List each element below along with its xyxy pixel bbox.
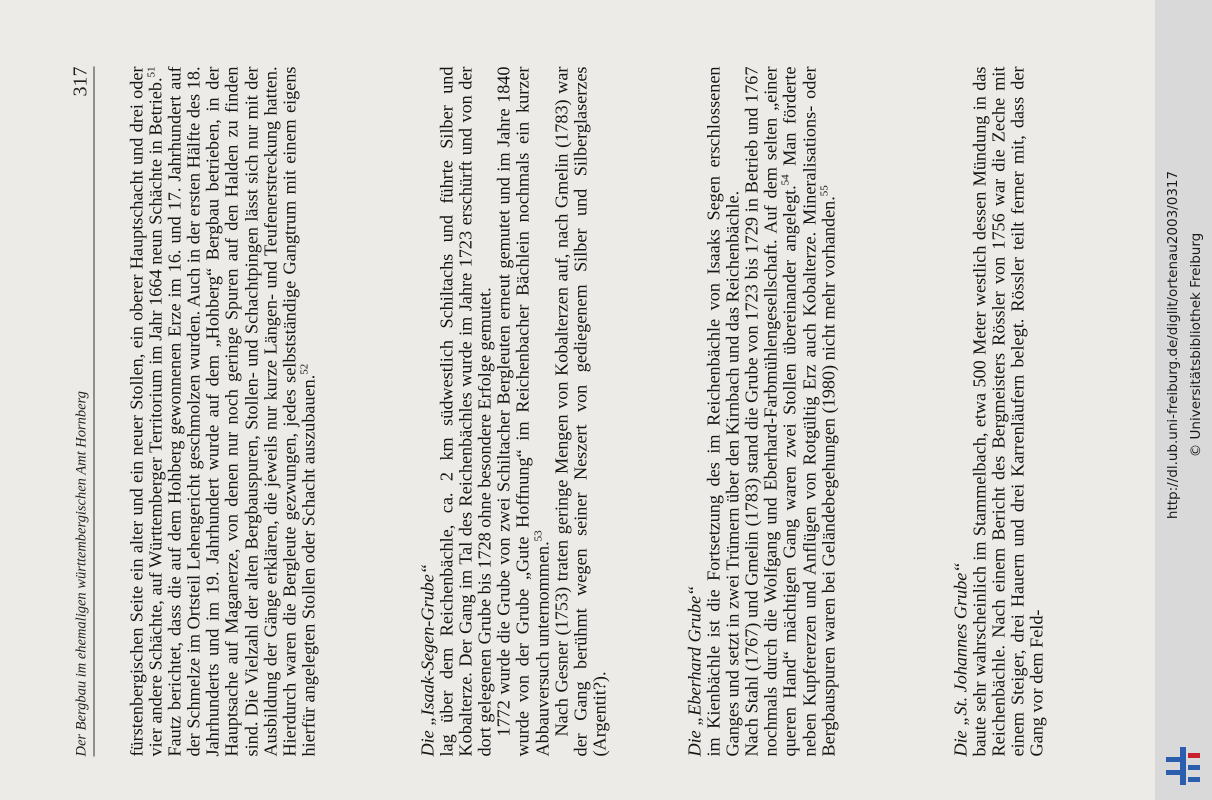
paragraph-text: Fautz berichtet, dass die auf dem Hohberg gewonnenen Erze im 16. und 17. Jahrhundert auf der Schmelze im Ortsteil Lehengericht geschmolzen wurden. Auch in der ersten Hälfte des 18. Jahrhunderts und im 19. Jahrhundert wurde auf dem „Hohberg“ Bergbau betrieben, in der Hauptsache auf Maganerze, von denen nur noch geringe Spuren auf den Halden zu finden sind. Die Vielzahl der alten Bergbauspuren, Stollen- und Schachtpingen lässt sich nur mit der Ausbildung der Gänge erklären, die jeweils nur kurze Längen- und Teufenerstreckung hatten. Hierdurch waren die Bergleute gezwungen, jedes selbstständige Gangtrum mit einem eigens hierfür angelegten Stollen oder Schacht auszubauen. — [164, 66, 319, 757]
library-logo-icon — [1162, 745, 1204, 787]
paragraph-text: fürstenbergischen Seite ein alter und ein neuer Stollen, ein oberer Hauptschacht und drei oder vier andere Schächte, auf Württemberger Territorium im Jahr 1664 neun Schächte in Betrieb. — [126, 66, 166, 757]
paragraph-text: 1772 wurde die Grube von zwei Schiltacher Bergleuten erneut gemutet und im Jahre 1840 wurde von der Grube „Gute Hoffnung“ im Reichenbacher Bächlein nochmals ein kurzer Abbauversuch unternommen. — [493, 66, 553, 757]
running-header — [66, 67, 95, 757]
section-isaak-segen-grube — [419, 67, 610, 757]
paragraph: im Kienbächle ist die Fortsetzung des im Reichenbächle von Isaaks Segen erschlossenen Ganges und setzt in zwei Trümern über den Kirnbach und das Reichenbächle. — [703, 66, 743, 757]
document-url-text[interactable]: http://dl.ub.uni-freiburg.de/diglit/ortenau2003/0317 — [1165, 170, 1181, 520]
footnote-ref-53: 53 — [532, 530, 544, 542]
paragraph: baute sehr wahrscheinlich im Stammelbach, etwa 500 Meter westlich dessen Mündung in das Reichenbächle. Nach einem Bericht des Bergmeisters Rössler von 1756 war die Zeche mit einem Steiger, drei Hauern und drei Karrenläufern belegt. Rössler teilt ferner mit, dass der Gang vor dem Feld- — [969, 66, 1047, 757]
footnote-ref-55: 55 — [818, 185, 831, 197]
section-st-johannes-grube — [952, 67, 1047, 757]
text-block-hohberg — [128, 67, 319, 757]
section-heading: Die „Eberhard Grube“ — [684, 585, 705, 757]
section-heading: Die „Isaak-Segen-Grube“ — [417, 564, 438, 757]
paragraph: Nach Gesner (1753) traten geringe Mengen von Kobalterzen auf, nach Gmelin (1783) war der Gang berühmt wegen seiner Neszert von gediegenem Silber und Silberglaserzes (Argentit?). — [551, 66, 610, 757]
page-number: 317 — [69, 66, 92, 97]
paragraph-text: Man förderte neben Kupfererzen und Anflügen von Rotgültig Erz auch Kobalterze. Mineralisations- oder Bergbauspuren waren bei Geländebegehungen (1980) nicht mehr vorhanden. — [779, 66, 839, 757]
paragraph — [743, 67, 838, 757]
copyright-notice — [1185, 10, 1207, 680]
paragraph — [495, 67, 552, 757]
section-heading: Die „St. Johannes Grube“ — [950, 562, 971, 757]
paragraph — [128, 67, 319, 757]
footnote-ref-52: 52 — [298, 363, 311, 375]
copyright-text: © Universitätsbibliothek Freiburg — [1188, 232, 1204, 458]
footnote-ref-54: 54 — [779, 174, 792, 186]
paragraph: lag über dem Reichenbächle, ca. 2 km südwestlich Schiltachs und führte Silber und Kobalterze. Der Gang im Tal des Reichenbächles wurde im Jahre 1723 erschürft und von der dort gelegenen Grube bis 1728 ohne besondere Erfolge gemutet. — [436, 66, 495, 757]
rotated-book-page — [0, 21, 1155, 781]
footnote-ref-51: 51 — [145, 66, 158, 78]
paragraph-text: Nach Stahl (1767) und Gmelin (1783) stand die Grube von 1723 bis 1729 in Betrieb und 1767 nochmals durch die Wolfgang und Eberhard-Farbmühlengesellschaft. Auf dem selten „einer queren Hand“ mächtigen Gang waren zwei Stollen übereinander angelegt. — [741, 66, 800, 757]
section-eberhard-grube — [686, 67, 839, 757]
running-header-title: Der Bergbau im ehemaligen württembergischen Amt Hornberg — [73, 391, 90, 757]
document-url[interactable] — [1162, 10, 1184, 680]
